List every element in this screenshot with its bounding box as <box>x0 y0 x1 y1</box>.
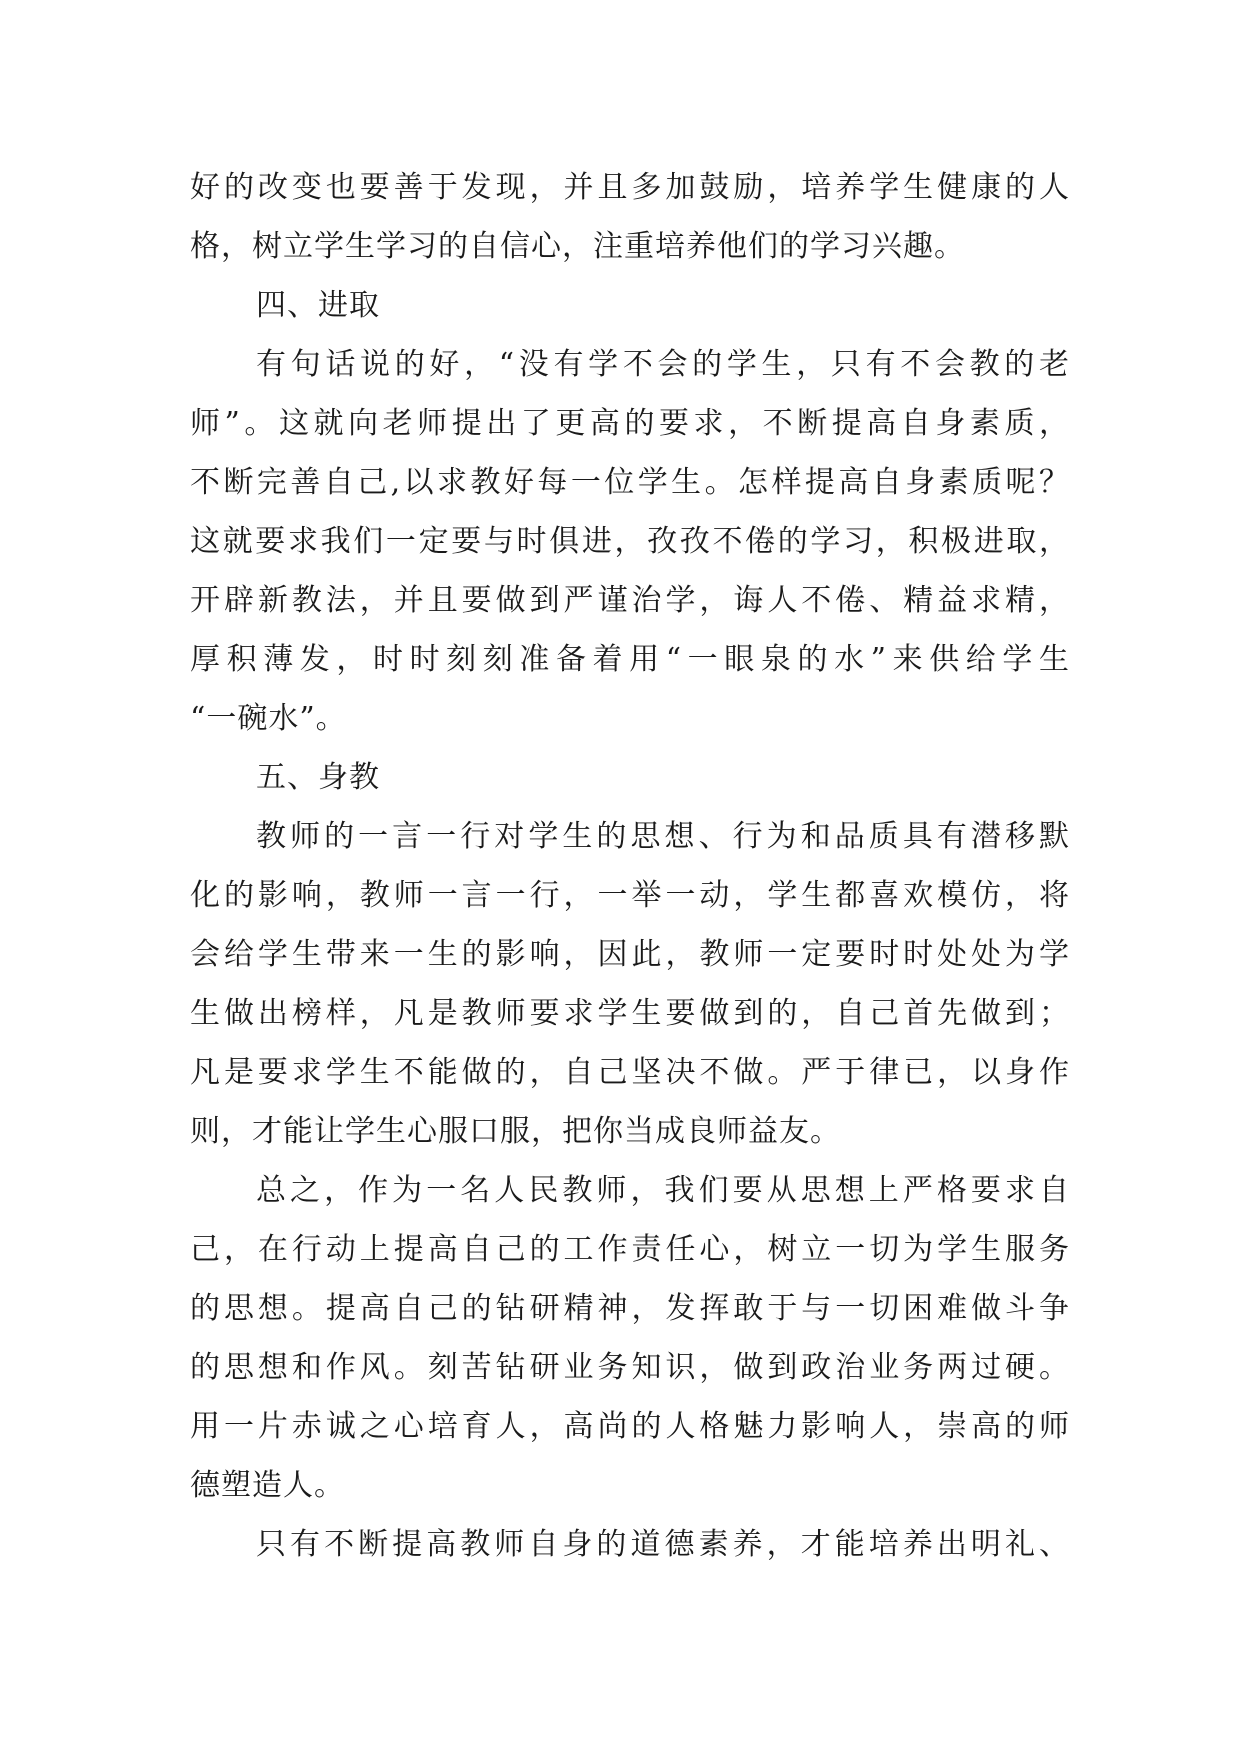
paragraph-line: 则，才能让学生心服口服，把你当成良师益友。 <box>190 1114 841 1149</box>
paragraph-line: 只有不断提高教师自身的道德素养，才能培养出明礼、 <box>256 1527 1070 1562</box>
paragraph-line: 己，在行动上提高自己的工作责任心，树立一切为学生服务 <box>190 1232 1070 1267</box>
paragraph-line: 的思想和作风。刻苦钻研业务知识，做到政治业务两过硬。 <box>190 1350 1070 1385</box>
paragraph-line: 的思想。提高自己的钻研精神，发挥敢于与一切困难做斗争 <box>190 1291 1070 1326</box>
paragraph-line: 会给学生带来一生的影响，因此，教师一定要时时处处为学 <box>190 937 1070 972</box>
paragraph-line: 用一片赤诚之心培育人，高尚的人格魅力影响人，崇高的师 <box>190 1409 1070 1444</box>
paragraph-line: 德塑造人。 <box>190 1468 345 1503</box>
document-page <box>190 158 1070 1574</box>
paragraph-line: 开辟新教法，并且要做到严谨治学，诲人不倦、精益求精， <box>190 583 1070 618</box>
paragraph-line: 不断完善自己,以求教好每一位学生。怎样提高自身素质呢？ <box>190 465 1070 500</box>
paragraph-line: 格，树立学生学习的自信心，注重培养他们的学习兴趣。 <box>190 229 965 264</box>
paragraph-line: 化的影响，教师一言一行，一举一动，学生都喜欢模仿，将 <box>190 878 1070 913</box>
paragraph-line: 这就要求我们一定要与时俱进，孜孜不倦的学习，积极进取， <box>190 524 1070 559</box>
paragraph-line: “一碗水”。 <box>190 701 347 736</box>
paragraph-line: 好的改变也要善于发现，并且多加鼓励，培养学生健康的人 <box>190 170 1070 205</box>
paragraph-line: 师”。这就向老师提出了更高的要求，不断提高自身素质， <box>190 406 1070 441</box>
paragraph-line: 总之，作为一名人民教师，我们要从思想上严格要求自 <box>256 1173 1070 1208</box>
section-heading: 五、身教 <box>256 760 380 795</box>
section-heading: 四、进取 <box>256 288 380 323</box>
paragraph-line: 生做出榜样，凡是教师要求学生要做到的，自己首先做到； <box>190 996 1070 1031</box>
paragraph-line: 有句话说的好，“没有学不会的学生，只有不会教的老 <box>256 347 1070 382</box>
paragraph-line: 厚积薄发，时时刻刻准备着用“一眼泉的水”来供给学生 <box>190 642 1070 677</box>
paragraph-line: 凡是要求学生不能做的，自己坚决不做。严于律已，以身作 <box>190 1055 1070 1090</box>
paragraph-line: 教师的一言一行对学生的思想、行为和品质具有潜移默 <box>256 819 1070 854</box>
